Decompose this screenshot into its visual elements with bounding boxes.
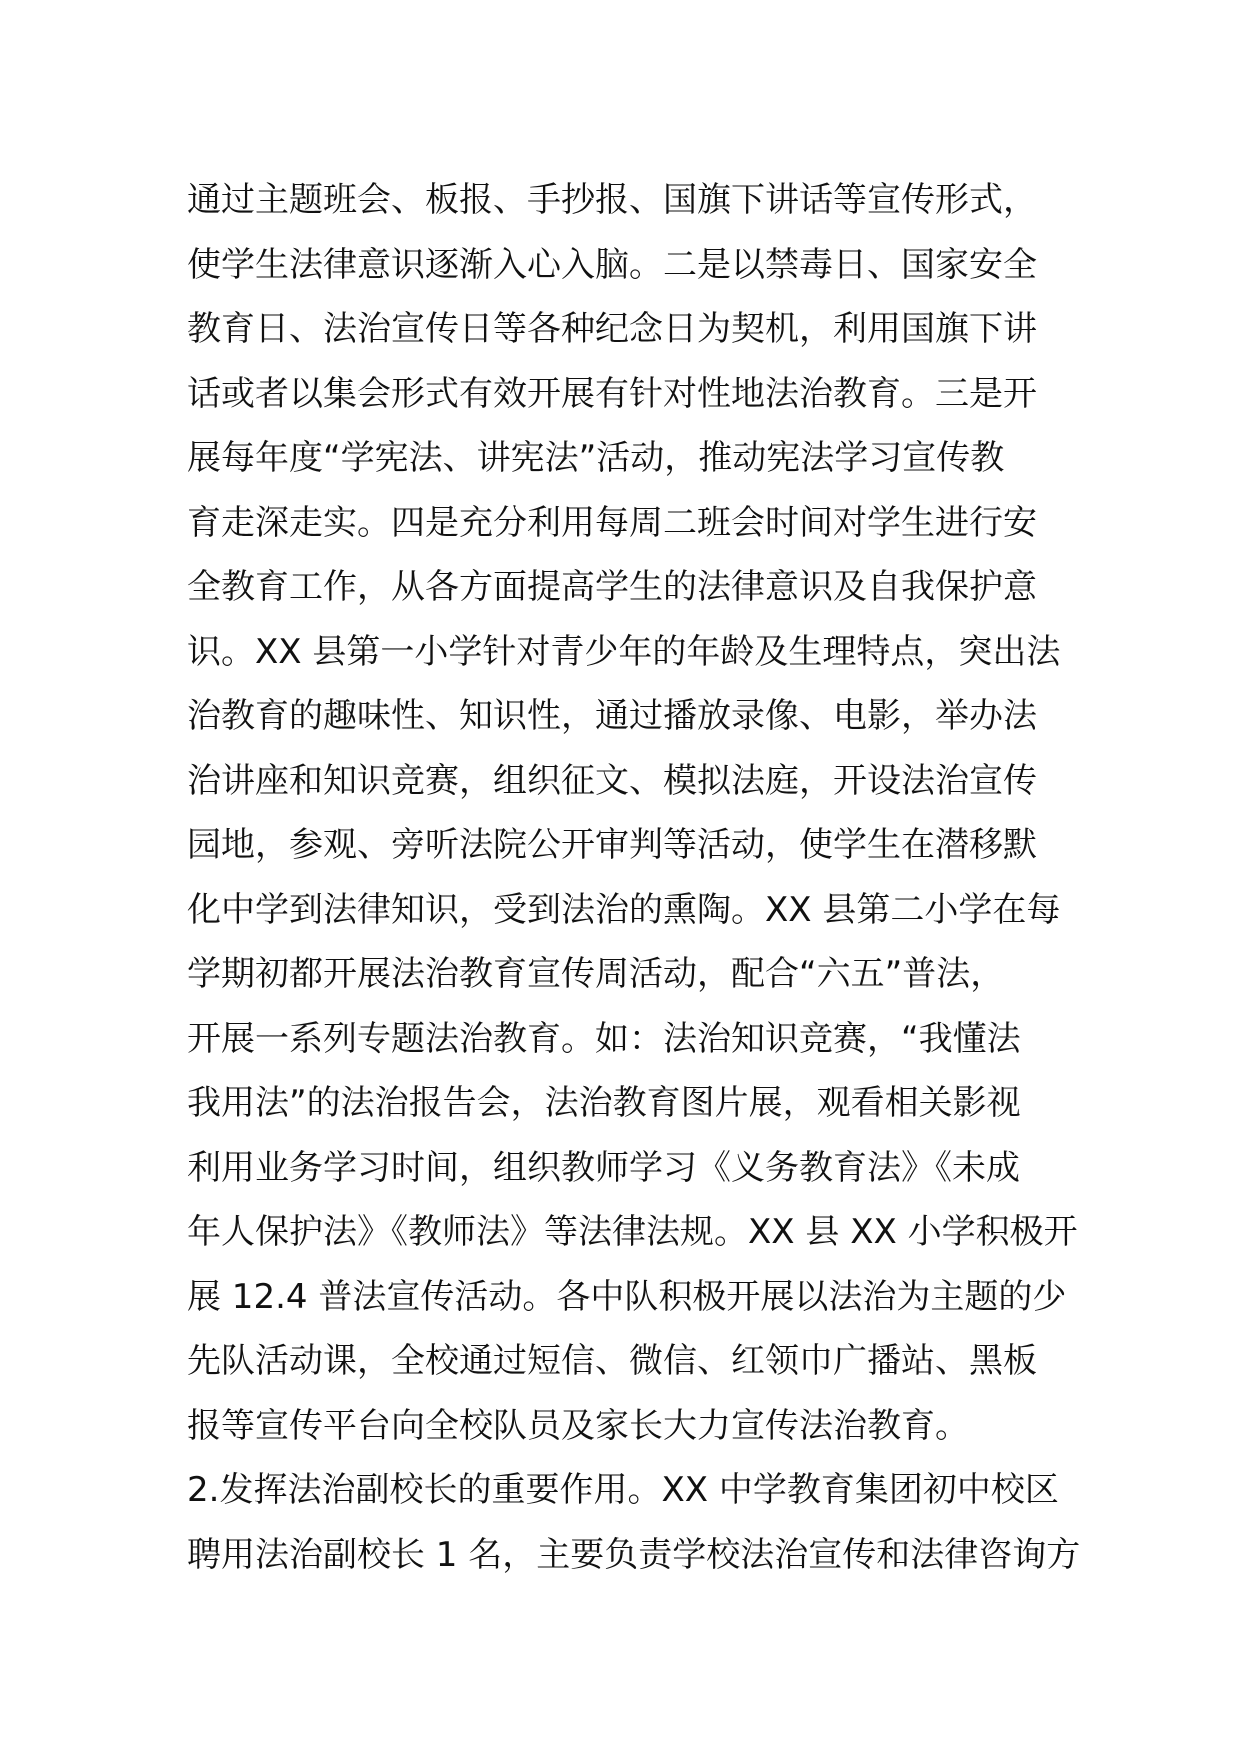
text-line: 化中学到法律知识，受到法治的熏陶。XX 县第二小学在每	[187, 889, 1061, 930]
text-line: 全教育工作，从各方面提高学生的法律意识及自我保护意	[187, 567, 1037, 607]
text-line: 学期初都开展法治教育宣传周活动，配合“六五”普法，	[187, 954, 1005, 994]
text-line: 话或者以集会形式有效开展有针对性地法治教育。三是开	[187, 373, 1037, 414]
body-text	[187, 168, 1081, 1587]
text-line: 报等宣传平台向全校队员及家长大力宣传法治教育。	[187, 1405, 969, 1446]
text-line: 展 12.4 普法宣传活动。各中队积极开展以法治为主题的少	[187, 1276, 1067, 1317]
text-line: 育走深走实。四是充分利用每周二班会时间对学生进行安	[187, 502, 1037, 543]
text-line: 开展一系列专题法治教育。如：法治知识竞赛，“我懂法	[187, 1018, 1021, 1059]
text-line: 展每年度“学宪法、讲宪法”活动，推动宪法学习宣传教	[187, 438, 1005, 478]
text-line: 聘用法治副校长 1 名，主要负责学校法治宣传和法律咨询方	[187, 1534, 1081, 1575]
text-line: 我用法”的法治报告会，法治教育图片展，观看相关影视	[187, 1083, 1021, 1123]
text-line: 治教育的趣味性、知识性，通过播放录像、电影，举办法	[187, 696, 1037, 736]
text-line: 先队活动课，全校通过短信、微信、红领巾广播站、黑板	[187, 1341, 1037, 1381]
text-line: 2.发挥法治副校长的重要作用。XX 中学教育集团初中校区	[187, 1470, 1059, 1510]
text-line: 利用业务学习时间，组织教师学习《义务教育法》《未成	[187, 1147, 1020, 1188]
text-line: 使学生法律意识逐渐入心入脑。二是以禁毒日、国家安全	[187, 244, 1037, 285]
text-line: 通过主题班会、板报、手抄报、国旗下讲话等宣传形式，	[187, 180, 1037, 220]
text-line: 识。XX 县第一小学针对青少年的年龄及生理特点，突出法	[187, 631, 1061, 672]
text-line: 治讲座和知识竞赛，组织征文、模拟法庭，开设法治宣传	[187, 760, 1037, 801]
text-line: 教育日、法治宣传日等各种纪念日为契机，利用国旗下讲	[187, 309, 1037, 349]
text-line: 年人保护法》《教师法》等法律法规。XX 县 XX 小学积极开	[187, 1212, 1078, 1252]
text-line: 园地，参观、旁听法院公开审判等活动，使学生在潜移默	[187, 825, 1037, 865]
